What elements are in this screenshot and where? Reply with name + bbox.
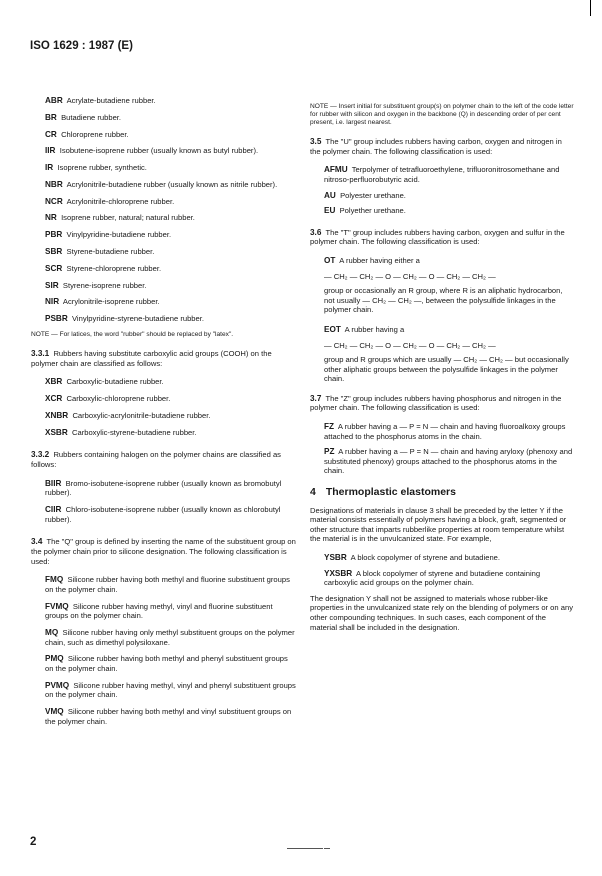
code: FZ (324, 422, 335, 432)
code: MQ (45, 627, 59, 637)
code-description: Carboxylic-chloroprene rubber. (66, 394, 171, 404)
clause-number: 3.6 (310, 227, 322, 237)
code-description: A rubber having a (344, 324, 405, 334)
code-description: Isobutene-isoprene rubber (usually known as butyl rubber). (59, 146, 259, 156)
code: XCR (45, 394, 63, 404)
code: EOT (324, 324, 341, 334)
code: XNBR (45, 410, 69, 420)
edge-mark (590, 0, 591, 16)
code: NR (45, 213, 57, 223)
code-entry (45, 377, 297, 387)
code: IIR (45, 146, 56, 156)
code-entry (45, 428, 297, 438)
chemical-formula: — CH₂ — CH₂ — O — CH₂ — O — CH₂ — CH₂ — (324, 340, 496, 350)
code: YXSBR (324, 568, 353, 578)
code-description: Vinylpyridine-butadiene rubber. (66, 230, 172, 240)
clause-number: 3.7 (310, 393, 322, 403)
code: YSBR (324, 553, 347, 563)
code-description: Styrene-butadiene rubber. (66, 247, 155, 257)
code-entry (45, 479, 297, 498)
code-description: Terpolymer of tetrafluoroethylene, trifluoronitrosomethane and nitroso-perfluorobutyric acid. (324, 165, 560, 184)
code-entry (45, 130, 297, 140)
code-entry (45, 314, 297, 324)
clause-3-5 (310, 137, 574, 156)
code: SBR (45, 247, 63, 257)
clause-text: The "Z" group includes rubbers having phosphorus and nitrogen in the polymer chain. The following classification is used: (310, 393, 562, 413)
code: PZ (324, 447, 335, 457)
code-entry (45, 602, 297, 621)
urethane-code-list (310, 165, 574, 215)
code-description: Chloro-isobutene-isoprene rubber (usually known as chlorobutyl rubber). (45, 505, 281, 524)
code: FVMQ (45, 601, 69, 611)
code: XSBR (45, 427, 68, 437)
code-description: Silicone rubber having methyl, vinyl and phenyl substituent groups on the polymer chain. (45, 680, 296, 700)
code-description: Chloroprene rubber. (61, 129, 129, 139)
footer-rule (287, 848, 323, 849)
code-description: Acrylonitrile-isoprene rubber. (62, 297, 160, 307)
code: BR (45, 112, 57, 122)
clause-text: The "U" group includes rubbers having carbon, oxygen and nitrogen in the polymer chain. The following classification is used: (310, 137, 562, 156)
clause-text: The "Q" group is defined by inserting the name of the substituent group on the polymer chain prior to silicone designation. The following classification is used: (31, 537, 296, 566)
section-heading (310, 488, 574, 498)
section-number: 4 (310, 486, 316, 499)
code: ABR (45, 96, 63, 105)
code: OT (324, 255, 336, 265)
code-description: Carboxylic-butadiene rubber. (66, 377, 164, 387)
code-description: Carboxylic-styrene-butadiene rubber. (71, 427, 197, 437)
code-entry (45, 247, 297, 257)
code-description: Styrene-isoprene rubber. (62, 280, 147, 290)
code: IR (45, 163, 54, 173)
code-entry (324, 165, 574, 184)
code: SIR (45, 280, 59, 290)
code-description: Silicone rubber having both methyl and phenyl substituent groups on the polymer chain. (45, 654, 288, 673)
halogen-code-list (31, 479, 297, 525)
code: FMQ (45, 575, 64, 585)
code-entry (45, 163, 297, 173)
eot-description: group and R groups which are usually — CH₂ — CH₂ — but occasionally other aliphatic groups between the polysulfide linkages in the polymer chain. (324, 355, 569, 384)
clause-3-3-2 (31, 450, 297, 469)
silicone-code-list (31, 575, 297, 726)
code-entry (324, 191, 574, 201)
latex-note: NOTE — For latices, the word "rubber" should be replaced by "latex". (31, 330, 234, 338)
code: NBR (45, 179, 63, 189)
code: CR (45, 129, 57, 139)
code: PBR (45, 230, 63, 240)
code-description: Styrene-chloroprene rubber. (66, 263, 162, 273)
code: NIR (45, 297, 60, 307)
code-description: A block copolymer of styrene and butadiene. (350, 553, 500, 563)
code-description: Polyether urethane. (339, 206, 406, 216)
code-entry (324, 553, 574, 563)
code-description: A rubber having a — P = N — chain and having aryloxy (phenoxy and substituted phenoxy) groups attached to the phosphorus atoms in the chain. (324, 447, 573, 476)
code: AFMU (324, 165, 348, 175)
code-description: Bromo-isobutene-isoprene rubber (usually known as bromobutyl rubber). (45, 478, 282, 498)
code-entry (45, 113, 297, 123)
code-entry (324, 569, 574, 588)
carboxylic-code-list (31, 377, 297, 437)
code-entry-ot (324, 256, 574, 266)
code-entry (45, 264, 297, 274)
code-entry (45, 411, 297, 421)
clause-3-7 (310, 394, 574, 413)
section-4-closing-paragraph: The designation Y shall not be assigned to materials whose rubber-like properties in the unvulcanized state rely on the blending of polymers or on any other compounding techniques. In such cases, each component of the material shall be included in the designation. (310, 593, 573, 632)
clause-text: The "T" group includes rubbers having carbon, oxygen and sulfur in the polymer chain. The following classification is used: (310, 227, 565, 247)
section-4-paragraph: Designations of materials in clause 3 shall be preceded by the letter Y if the material consists essentially of polymers having a block, graft, segmented or other structure that imparts rubberlike properties at room temperature whilst the material is in the unvulcanized state. For example, (310, 505, 567, 544)
code: NCR (45, 196, 63, 206)
code-description: A rubber having a — P = N — chain and having fluoroalkoxy groups attached to the phosphorus atoms in the chain. (324, 422, 566, 441)
page-number: 2 (30, 836, 37, 848)
code: PSBR (45, 314, 68, 324)
ot-description: group or occasionally an R group, where R is an aliphatic hydrocarbon, not usually — CH₂ — CH₂ —, between the polysulfide linkages in the polymer chain. (324, 286, 563, 315)
code-entry (45, 394, 297, 404)
code-description: Isoprene rubber, natural; natural rubber. (61, 213, 195, 223)
code-entry (45, 180, 297, 190)
chemical-formula: — CH₂ — CH₂ — O — CH₂ — O — CH₂ — CH₂ — (324, 271, 496, 281)
code-entry (324, 422, 574, 441)
code: BIIR (45, 478, 62, 488)
code-description: A rubber having either a (339, 255, 420, 265)
code: EU (324, 206, 336, 216)
code-entry (45, 96, 297, 106)
clause-3-6 (310, 228, 574, 247)
code: SCR (45, 263, 63, 273)
code: CIIR (45, 505, 62, 515)
code-description: Silicone rubber having both methyl and fluorine substituent groups on the polymer chain. (45, 575, 290, 594)
footer-rule (324, 848, 330, 849)
code-entry-eot (324, 325, 574, 335)
page-header: ISO 1629 : 1987 (E) (30, 40, 133, 52)
clause-text: Rubbers having substitute carboxylic acid groups (COOH) on the polymer chain are classified as follows: (31, 349, 272, 368)
clause-number: 3.3.2 (31, 450, 50, 460)
code-entry (45, 575, 297, 594)
rubber-code-list (31, 96, 297, 324)
clause-text: Rubbers containing halogen on the polymer chains are classified as follows: (31, 450, 281, 470)
clause-number: 3.4 (31, 537, 43, 547)
code-entry (45, 197, 297, 207)
code-entry (45, 628, 297, 647)
code-description: Silicone rubber having both methyl and vinyl substituent groups on the polymer chain. (45, 707, 292, 726)
code-description: Silicone rubber having methyl, vinyl and fluorine substituent groups on the polymer chain. (45, 601, 273, 621)
code-entry (45, 654, 297, 673)
left-column (31, 96, 297, 733)
clause-3-3-1 (31, 349, 297, 368)
phosphorus-code-list (310, 422, 574, 476)
code-description: Acrylonitrile-butadiene rubber (usually known as nitrile rubber). (66, 179, 278, 189)
code-description: Acrylonitrile-chloroprene rubber. (66, 196, 175, 206)
code-entry (45, 230, 297, 240)
clause-3-4 (31, 537, 297, 566)
code: PMQ (45, 654, 64, 664)
thermoplastic-code-list (310, 553, 574, 588)
code-entry (45, 707, 297, 726)
right-column (310, 96, 574, 641)
code-description: A block copolymer of styrene and butadiene containing carboxylic acid groups on the polymer chain. (324, 568, 541, 588)
clause-number: 3.5 (310, 137, 322, 147)
code-entry (45, 505, 297, 524)
code-description: Butadiene rubber. (61, 112, 122, 122)
code: VMQ (45, 707, 64, 717)
code-description: Silicone rubber having only methyl substituent groups on the polymer chain, such as dimethyl polysiloxane. (45, 627, 295, 647)
code-description: Polyester urethane. (340, 190, 406, 200)
code-entry (45, 213, 297, 223)
code-entry (324, 206, 574, 216)
code-description: Carboxylic-acrylonitrile-butadiene rubber. (72, 410, 211, 420)
code: AU (324, 190, 336, 200)
code-entry (45, 146, 297, 156)
clause-number: 3.3.1 (31, 349, 50, 359)
code-entry (45, 297, 297, 307)
code-entry (324, 447, 574, 476)
code-description: Acrylate-butadiene rubber. (66, 96, 156, 105)
code-description: Vinylpyridine-styrene-butadiene rubber. (71, 314, 204, 324)
code: XBR (45, 377, 63, 387)
silicone-note: NOTE — Insert initial for substituent group(s) on polymer chain to the left of the code letter for rubber with silicon and oxygen in the backbone (Q) in descending order of per cent present, i.e. largest nearest. (310, 102, 574, 126)
code-description: Isoprene rubber, synthetic. (57, 163, 147, 173)
code-entry (45, 681, 297, 700)
section-title-text: Thermoplastic elastomers (325, 486, 456, 499)
code-entry (45, 281, 297, 291)
code: PVMQ (45, 680, 70, 690)
